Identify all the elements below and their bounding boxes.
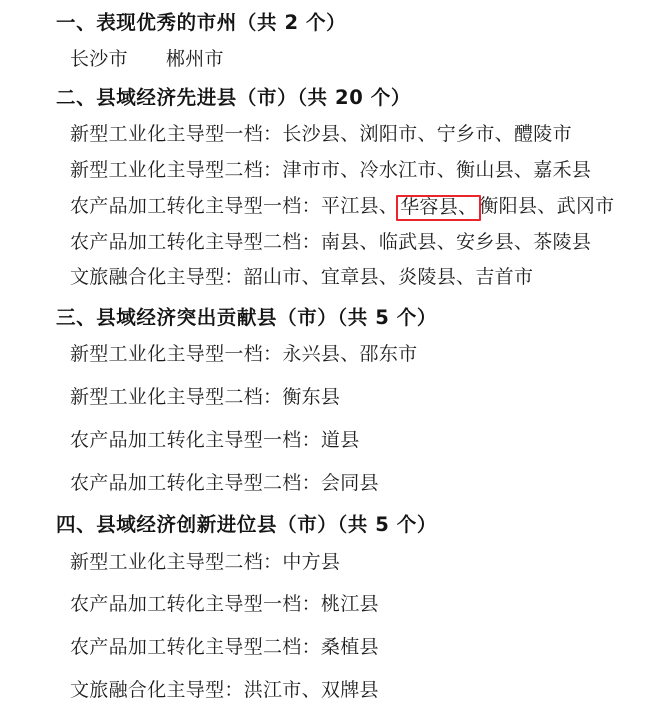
- county-item: 平江县: [320, 194, 379, 217]
- category-label: 新型工业化主导型二档：: [70, 386, 283, 409]
- section-block-4: [56, 510, 618, 705]
- county-item: 醴陵市: [513, 123, 572, 146]
- county-item: 道县: [320, 428, 360, 451]
- category-label: 文旅融合化主导型：: [70, 266, 244, 289]
- city-item: 郴州市: [165, 48, 224, 71]
- section-heading-3: 三、县域经济突出贡献县（市）（共 5 个）: [56, 306, 437, 330]
- category-row: 文旅融合化主导型：韶山市、宜章县、炎陵县、吉首市: [70, 266, 534, 289]
- county-item: 武冈市: [556, 194, 615, 217]
- category-row: 新型工业化主导型一档：永兴县、邵东市: [70, 343, 418, 366]
- county-item: 茶陵县: [533, 230, 592, 253]
- category-label: 新型工业化主导型二档：: [70, 550, 283, 573]
- category-label: 农产品加工转化主导型二档：: [70, 230, 321, 253]
- category-label: 文旅融合化主导型：: [70, 678, 244, 701]
- county-item: 桃江县: [320, 593, 379, 616]
- county-item: 宜章县: [320, 266, 379, 289]
- category-label: 新型工业化主导型一档：: [70, 343, 283, 366]
- highlighted-county-huarong: 华容县、: [396, 195, 481, 221]
- county-item: 南县: [320, 230, 360, 253]
- category-row: [56, 425, 618, 456]
- category-label: 新型工业化主导型一档：: [70, 123, 283, 146]
- county-item: 韶山市: [243, 266, 302, 289]
- county-item: 临武县: [378, 230, 437, 253]
- section-block-2: [56, 83, 618, 293]
- category-row: [56, 632, 618, 663]
- county-item: 衡阳县: [479, 194, 538, 217]
- city-list-1: [56, 44, 618, 75]
- county-item: 双牌县: [320, 678, 379, 701]
- county-item: 冷水江市: [359, 158, 437, 181]
- county-item: 邵东市: [359, 343, 418, 366]
- county-item: 衡山县: [456, 158, 514, 181]
- county-item: 华容县: [400, 195, 459, 218]
- county-item: 嘉禾县: [533, 158, 592, 181]
- section-block-3: [56, 303, 618, 498]
- section-heading-2: 二、县域经济先进县（市）（共 20 个）: [56, 85, 411, 109]
- county-item: 炎陵县: [398, 266, 457, 289]
- category-label: 新型工业化主导型二档：: [70, 158, 283, 181]
- county-item: 长沙县: [282, 123, 341, 146]
- county-item: 中方县: [282, 550, 341, 573]
- section-heading-1: 一、表现优秀的市州（共 2 个）: [56, 11, 347, 34]
- county-item: 桑植县: [320, 636, 379, 659]
- category-row: 新型工业化主导型一档：长沙县、浏阳市、宁乡市、醴陵市: [70, 123, 572, 146]
- section-block-1: [56, 8, 618, 75]
- category-row-highlighted: 农产品加工转化主导型一档：平江县、 华容县、 衡阳县、武冈市: [56, 191, 618, 222]
- city-item: 长沙市: [70, 48, 128, 71]
- category-row: [56, 382, 618, 413]
- county-item: 吉首市: [475, 266, 534, 289]
- category-label: 农产品加工转化主导型一档：: [70, 593, 321, 616]
- county-item: 津市市: [282, 158, 341, 181]
- county-item: 安乡县: [456, 230, 514, 253]
- section-heading-4: 四、县域经济创新进位县（市）（共 5 个）: [56, 513, 437, 537]
- category-row: [56, 547, 618, 578]
- county-item: 永兴县: [282, 343, 341, 366]
- category-label: 农产品加工转化主导型一档：: [70, 428, 321, 451]
- category-row: [56, 468, 618, 499]
- category-label: 农产品加工转化主导型二档：: [70, 471, 321, 494]
- category-label: 农产品加工转化主导型二档：: [70, 636, 321, 659]
- county-item: 衡东县: [282, 386, 341, 409]
- county-item: 浏阳市: [359, 123, 418, 146]
- category-row: 文旅融合化主导型：洪江市、双牌县: [70, 678, 379, 701]
- county-item: 洪江市: [243, 678, 302, 701]
- county-item: 会同县: [320, 471, 379, 494]
- category-row: 新型工业化主导型二档：津市市、冷水江市、衡山县、嘉禾县: [70, 158, 592, 181]
- county-item: 宁乡市: [436, 123, 495, 146]
- category-row: 农产品加工转化主导型二档：南县、临武县、安乡县、茶陵县: [70, 230, 592, 253]
- category-row: [56, 589, 618, 620]
- category-label: 农产品加工转化主导型一档：: [70, 194, 321, 217]
